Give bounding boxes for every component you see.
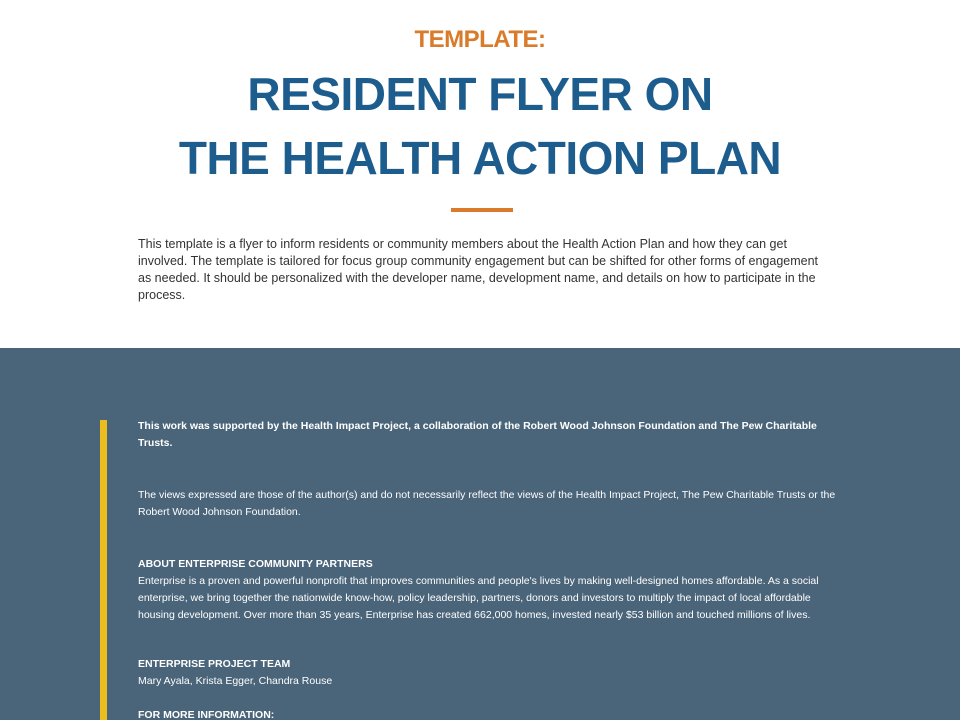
team-heading: ENTERPRISE PROJECT TEAM — [138, 658, 291, 670]
about-text: Enterprise is a proven and powerful nonprofit that improves communities and people's lives by making well-designed homes affordable. As a social enterprise, we bring together the nationwide know-how, policy leadership, partners, donors and investors to multiply the impact of local affordable housing development. Over more than 35 years, Enterprise has created 662,000 homes, invested nearly $53 billion and touched millions of lives. — [138, 575, 819, 621]
team-names: Mary Ayala, Krista Egger, Chandra Rouse — [138, 675, 333, 687]
intro-paragraph: This template is a flyer to inform residents or community members about the Health Action Plan and how they can get involved. The template is tailored for focus group community engagement but can be shifted for other forms of engagement as needed. It should be personalized with the developer name, development name, and details on how to participate in the process. — [138, 237, 819, 302]
disclaimer: The views expressed are those of the author(s) and do not necessarily reflect the views of the Health Impact Project, The Pew Charitable Trusts or the Robert Wood Johnson Foundation. — [138, 489, 836, 518]
title-line-2: THE HEALTH ACTION PLAN — [178, 132, 782, 184]
divider — [451, 208, 513, 212]
title-line-1: RESIDENT FLYER ON — [247, 68, 713, 120]
header-section — [0, 0, 960, 348]
page-title — [0, 62, 960, 190]
support-statement: This work was supported by the Health Impact Project, a collaboration of the Robert Wood Johnson Foundation and The Pew Charitable Trusts. — [138, 420, 817, 449]
more-info-heading: FOR MORE INFORMATION: — [138, 709, 275, 721]
kicker: TEMPLATE: — [414, 26, 546, 53]
accent-bar — [100, 420, 107, 720]
about-heading: ABOUT ENTERPRISE COMMUNITY PARTNERS — [138, 558, 373, 570]
